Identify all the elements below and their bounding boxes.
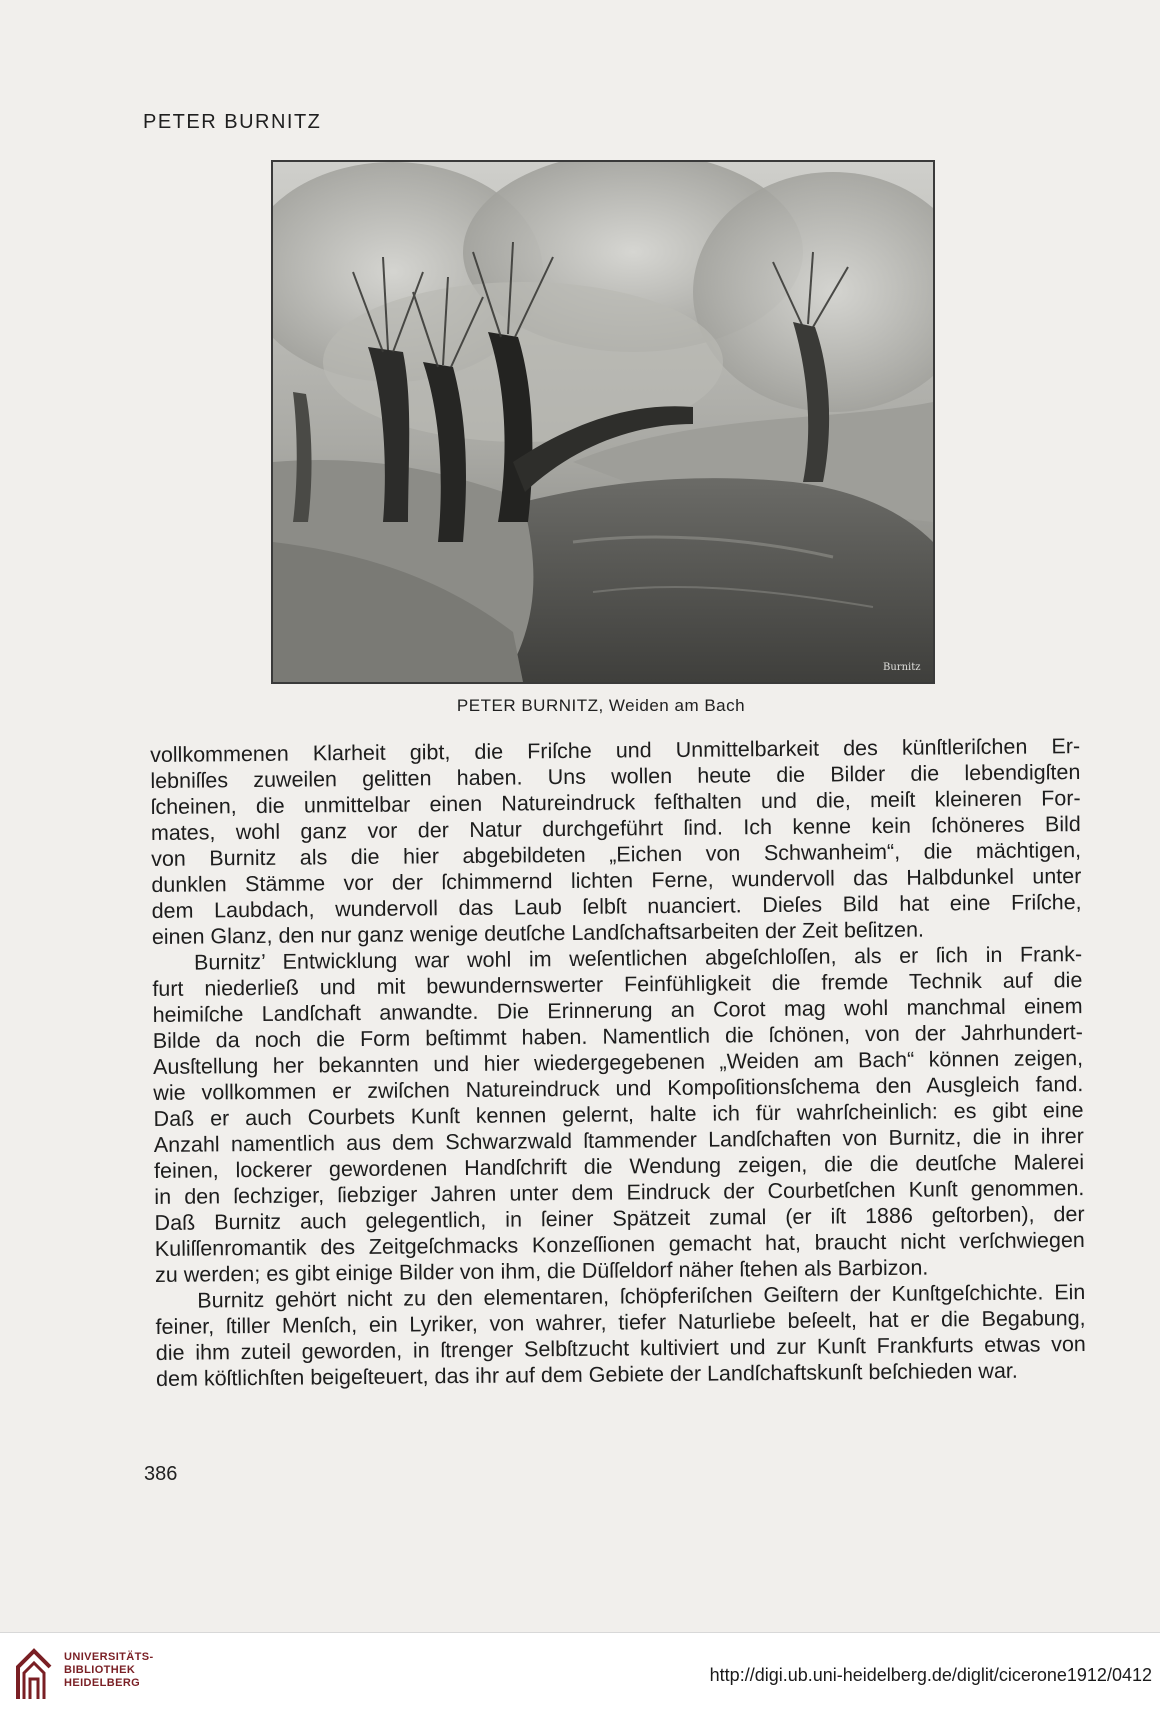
body-text-line: Bilde da noch die Form beſtimmt haben. Namentlich die ſchönen, von der Jahrhundert-	[152, 1020, 1083, 1053]
body-text-line: Kuliſſenromantik des Zeitgeſchmacks Konzeſſionen gemacht hat, braucht nicht verſchwiegen	[154, 1228, 1085, 1261]
body-text-line: Ausſtellung her bekannten und hier wiedergegebenen „Weiden am Bach“ können zeigen,	[153, 1046, 1084, 1079]
body-text-line: Daß er auch Courbets Kunſt kennen gelernt, halte ich für wahrſcheinlich: es gibt eine	[153, 1098, 1084, 1131]
library-name-line: UNIVERSITÄTS-	[64, 1651, 154, 1663]
body-text-line: vollkommenen Klarheit gibt, die Friſche und Unmittelbarkeit des künſtleriſchen Er-	[150, 734, 1081, 767]
body-text-line: feinen, lockerer gewordenen Handſchrift die Wendung zeigen, die die deutſche Malerei	[154, 1150, 1085, 1183]
body-text-line: Anzahl namentlich aus dem Schwarzwald ſtammender Landſchaften von Burnitz, die in ihrer	[153, 1124, 1084, 1157]
painting-plate	[271, 160, 935, 684]
running-head: PETER BURNITZ	[143, 111, 322, 133]
body-text-line: Burnitz’ Entwicklung war wohl im weſentlichen abgeſchloſſen, als er ſich in Frank-	[194, 942, 1083, 975]
body-text-line: von Burnitz als die hier abgebildeten „Eichen von Schwanheim“, die mächtigen,	[151, 838, 1082, 871]
library-name-line: BIBLIOTHEK	[64, 1664, 136, 1676]
body-text-line: dem köſtlichſten beigeſteuert, das ihr auf dem Gebiete der Landſchaftskunſt beſchieden war.	[155, 1358, 1018, 1391]
body-text-line: mates, wohl ganz vor der Natur durchgeführt ſind. Ich kenne kein ſchöneres Bild	[150, 812, 1081, 845]
library-name	[64, 1651, 154, 1690]
body-text-line: Daß Burnitz auch gelegentlich, in ſeiner Spätzeit zumal (er iſt 1886 geſtorben), der	[154, 1202, 1085, 1235]
body-text-line: feiner, ſtiller Menſch, ein Lyriker, von wahrer, tiefer Naturliebe beſeelt, hat er die Begabung,	[155, 1306, 1086, 1339]
library-name-line: HEIDELBERG	[64, 1677, 141, 1689]
body-text	[150, 733, 1086, 1392]
university-library-logo-icon	[14, 1647, 54, 1703]
body-text-line: einen Glanz, den nur ganz wenige deutſche Landſchaftsarbeiten der Zeit beſitzen.	[151, 917, 925, 949]
painting-weiden-am-bach	[273, 162, 933, 682]
body-text-line: zu werden; es gibt einige Bilder von ihm, die Düſſeldorf näher ſtehen als Barbizon.	[155, 1255, 929, 1287]
body-text-line: in den ſechziger, ſiebziger Jahren unter dem Eindruck der Courbetſchen Kunſt genommen.	[154, 1176, 1085, 1209]
body-text-line: die ihm zuteil geworden, in ſtrenger Selbſtzucht kultiviert und zur Kunſt Frankfurts etwas von	[155, 1332, 1086, 1365]
body-text-line: heimiſche Landſchaft anwandte. Die Erinnerung an Corot mag wohl manchmal einem	[152, 994, 1083, 1027]
painting-signature: Burnitz	[883, 662, 921, 673]
body-text-line: dem Laubdach, wundervoll das Laub ſelbſt nuanciert. Dieſes Bild hat eine Friſche,	[151, 890, 1082, 923]
body-text-line: furt niederließ und mit bewundernswerter Feinfühligkeit die fremde Technik auf die	[152, 968, 1083, 1001]
body-text-line: Burnitz gehört nicht zu den elementaren, ſchöpferiſchen Geiſtern der Kunſtgeſchichte. Ein	[197, 1280, 1086, 1313]
body-text-line: dunklen Stämme vor der ſchimmernd lichten Ferne, wundervoll das Halbdunkel unter	[151, 864, 1082, 897]
figure-caption: PETER BURNITZ, Weiden am Bach	[456, 696, 746, 715]
page-number: 386	[144, 1463, 178, 1485]
source-url-link[interactable]: http://digi.ub.uni-heidelberg.de/diglit/cicerone1912/0412	[709, 1665, 1152, 1685]
body-text-line: wie vollkommen er zwiſchen Natureindruck und Kompoſitionsſchema den Ausgleich fand.	[153, 1072, 1084, 1105]
body-text-line: lebniſſes zuweilen gelitten haben. Uns wollen heute die Bilder die lebendigſten	[150, 760, 1081, 793]
body-text-line: ſcheinen, die unmittelbar einen Natureindruck feſthalten und die, meiſt kleineren For-	[150, 786, 1081, 819]
library-footer	[0, 1632, 1160, 1719]
